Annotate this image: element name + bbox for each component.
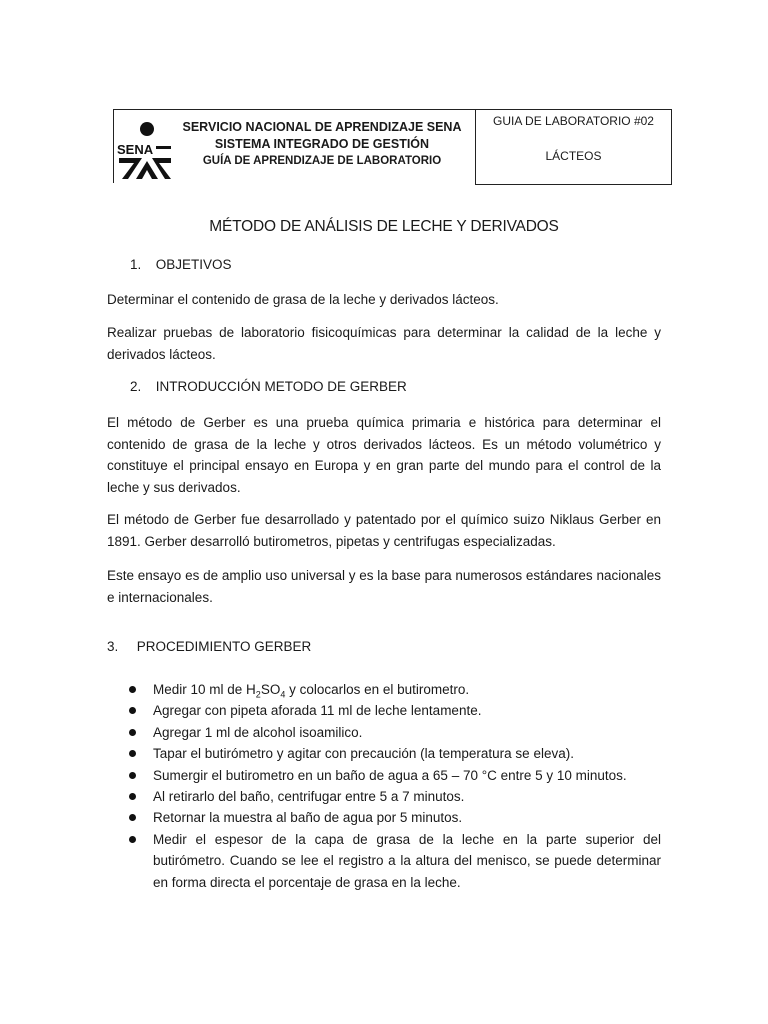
sena-logo-text: SENA	[117, 142, 154, 157]
section-3-title: PROCEDIMIENTO GERBER	[136, 639, 312, 654]
institution-name: SERVICIO NACIONAL DE APRENDIZAJE SENA	[182, 120, 462, 134]
guide-topic: LÁCTEOS	[545, 149, 602, 163]
bullet-icon	[129, 772, 136, 779]
list-item: Sumergir el butirometro en un baño de agua a 65 – 70 °C entre 5 y 10 minutos.	[107, 765, 661, 786]
list-item: Retornar la muestra al baño de agua por 5 minutos.	[107, 807, 661, 828]
section-1-number: 1.	[130, 257, 142, 272]
bullet-icon	[129, 686, 136, 693]
document-header	[113, 109, 672, 185]
guide-code: GUIA DE LABORATORIO #02	[493, 114, 654, 128]
paragraph: El método de Gerber fue desarrollado y patentado por el químico suizo Niklaus Gerber en 1891. Gerber desarrolló butirometros, pipetas y centrifugas especializadas.	[107, 512, 661, 549]
guide-type: GUÍA DE APRENDIZAJE DE LABORATORIO	[202, 155, 442, 167]
section-2-number: 2.	[130, 379, 142, 394]
bullet-icon	[129, 793, 136, 800]
bullet-icon	[129, 750, 136, 757]
bullet-icon	[129, 814, 136, 821]
paragraph: Este ensayo es de amplio uso universal y es la base para numerosos estándares nacionales e internacionales.	[107, 568, 661, 605]
list-item: Tapar el butirómetro y agitar con precaución (la temperatura se eleva).	[107, 743, 661, 764]
procedure-list	[107, 679, 661, 893]
bullet-icon	[129, 707, 136, 714]
list-item: Medir el espesor de la capa de grasa de la leche en la parte superior del butirómetro. Cuando se lee el registro a la altura del menisco, se puede determinar en forma directa el porcentaje de grasa en la leche.	[107, 829, 661, 893]
bullet-icon	[129, 836, 136, 843]
sena-logo	[116, 120, 172, 180]
paragraph: Realizar pruebas de laboratorio fisicoquímicas para determinar la calidad de la leche y derivados lácteos.	[107, 325, 661, 362]
bullet-icon	[129, 729, 136, 736]
section-2-title: INTRODUCCIÓN METODO DE GERBER	[155, 379, 407, 394]
document-title: MÉTODO DE ANÁLISIS DE LECHE Y DERIVADOS	[209, 218, 559, 235]
paragraph: Determinar el contenido de grasa de la leche y derivados lácteos.	[107, 292, 499, 307]
section-3-number: 3.	[107, 639, 119, 654]
header-left-border	[113, 109, 114, 183]
system-name: SISTEMA INTEGRADO DE GESTIÓN	[214, 137, 430, 151]
list-item: Agregar con pipeta aforada 11 ml de leche lentamente.	[107, 700, 661, 721]
section-1-title: OBJETIVOS	[155, 257, 232, 272]
list-item: Agregar 1 ml de alcohol isoamilico.	[107, 722, 661, 743]
section-1-heading	[130, 257, 232, 272]
header-top-border	[113, 109, 475, 110]
section-3-heading	[107, 639, 311, 654]
list-item: Al retirarlo del baño, centrifugar entre 5 a 7 minutos.	[107, 786, 661, 807]
institution-block	[171, 119, 473, 170]
list-item: Medir 10 ml de $H_2SO_4$ y colocarlos en el butirometro.	[107, 679, 661, 700]
paragraph: El método de Gerber es una prueba química primaria e histórica para determinar el contenido de grasa de la leche y otros derivados lácteos. Es un método volumétrico y constituye el principal ensayo en Europa y en gran parte del mundo para el control de la leche y sus derivados.	[107, 415, 661, 495]
section-2-heading	[130, 379, 407, 394]
guide-code-box	[475, 109, 672, 185]
